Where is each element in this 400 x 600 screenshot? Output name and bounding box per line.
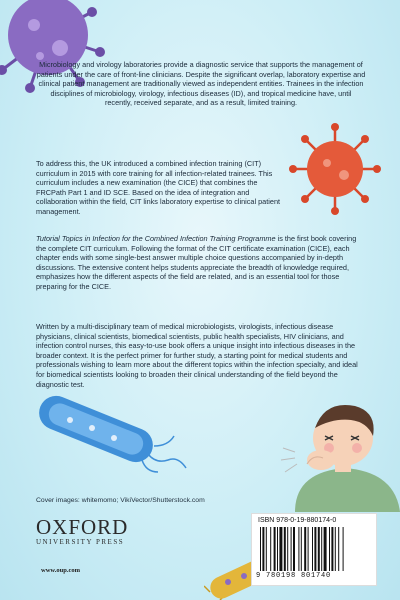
description-paragraph-3 [36,234,366,292]
description-paragraph-4: Written by a multi-disciplinary team of medical microbiologists, virologists, infectious disease physicians, clinical scientists, biomedical scientists, public health specialists, HIV clinicians, and infection control nurses, this easy-to-use book offers a unique insight into infectious diseases in the broader context. It is the perfect primer for further study, a starting point for medical students and professionals wishing to learn more about the different topics within the infection specialty, and ideal for biomedical scientists looking to broaden their clinical understanding of the field beyond the diagnostic test. [36,322,358,389]
publisher-name: OXFORD [36,515,129,539]
description-paragraph-1: Microbiology and virology laboratories provide a diagnostic service that supports the management of patients under the care of front-line clinicians. Despite the significant overlap, laboratory expertise and clinical patient management are traditionally viewed as independent entities. Trainees in the infection disciplines of microbiology, virology, infectious diseases (ID), and tropical medicine have, until recently, received separate, and as a result, limited training. [36,60,366,108]
virus-red-illustration [289,123,381,215]
coughing-person-illustration [265,402,400,512]
description-paragraph-3-body: is the first book covering the complete CIT curriculum. Following the format of the CIT certificate examination (CICE), each chapter ends with some single-best answer multiple choice questions accompanied by in-depth discussions. The extensive content helps students appreciate the breadth of knowledge required, emphasizes how the different aspects of the field are related, and is an essential tool for those preparing for the CICE. [36,234,357,291]
book-title: Tutorial Topics in Infection for the Combined Infection Training Programme [36,234,276,243]
publisher-subname: UNIVERSITY PRESS [36,538,125,546]
description-paragraph-2: To address this, the UK introduced a combined infection training (CIT) curriculum in 2015 with core training for all infection-related trainees. This curriculum includes a new examination (the CICE) that combines the FRCPath Part 1 and ID SCE. Based on the idea of integration and collaboration within the field, CIT links laboratory expertise to clinical patient management. [36,159,281,216]
barcode-digits: 9 780198 801740 [256,572,332,580]
cover-credit: Cover images: whitemomo; VikiVector/Shutterstock.com [36,497,205,504]
barcode [258,527,370,571]
bacterium-blue-illustration [30,382,190,482]
publisher-url[interactable]: www.oup.com [41,567,81,574]
isbn-label: ISBN 978-0-19-880174-0 [258,517,337,524]
isbn-barcode-box [251,513,377,586]
publisher-logo [36,516,128,546]
